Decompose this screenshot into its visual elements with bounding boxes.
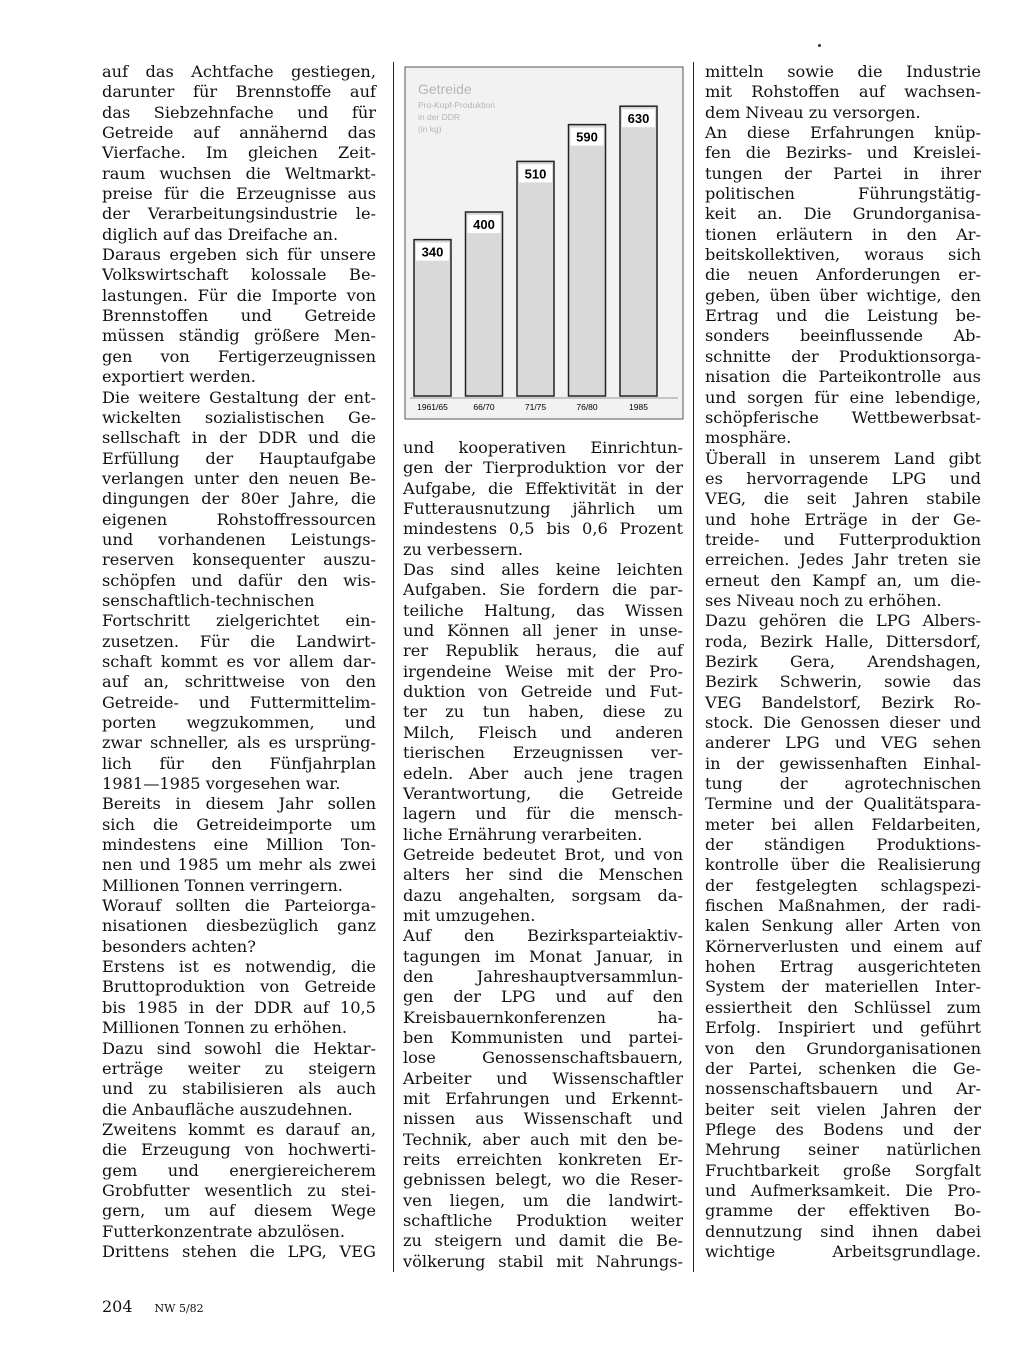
- text-line: Getreide bedeutet Brot, und von: [403, 844, 683, 864]
- text-line: beiter seit vielen Jahren der: [705, 1099, 981, 1119]
- text-line: politischen Führungstätig-: [705, 184, 981, 204]
- text-line: und zu stabilisieren als auch: [102, 1079, 376, 1099]
- text-line: porten wegzukommen, und: [102, 713, 376, 732]
- text-line: dennutzung sind ihnen dabei: [705, 1221, 981, 1241]
- text-line: roda, Bezirk Halle, Dittersdorf,: [705, 631, 981, 651]
- bar-value-label: 590: [576, 129, 598, 145]
- category-label: 76/80: [576, 402, 598, 412]
- text-line: der Verarbeitungsindustrie le-: [102, 204, 376, 224]
- bar-1961/65: [414, 240, 451, 396]
- text-line: ven liegen, um die landwirt-: [403, 1190, 683, 1210]
- text-line: lagern und für die mensch-: [403, 804, 683, 824]
- text-line: erträge weiter zu steigern: [102, 1058, 376, 1078]
- text-line: alters her sind die Menschen: [403, 865, 683, 885]
- text-line: reserven konsequenter auszu-: [102, 550, 376, 570]
- text-line: Getreide- und Futtermittelim-: [102, 692, 376, 712]
- text-line: liche Ernährung verarbeiten.: [403, 824, 643, 844]
- text-line: zu steigern und damit die Be-: [403, 1231, 683, 1251]
- text-line: der Partei, schenken die Ge-: [705, 1058, 981, 1078]
- text-line: schaftliche Produktion weiter: [403, 1211, 683, 1231]
- text-line: es hervorragende LPG und: [705, 468, 981, 488]
- text-line: Fruchtbarkeit große Sorgfalt: [705, 1160, 981, 1180]
- text-line: die Erzeugung von hochwerti-: [102, 1140, 376, 1160]
- text-line: An diese Erfahrungen knüp-: [705, 123, 981, 143]
- text-line: teiliche Haltung, das Wissen: [403, 600, 683, 620]
- text-line: dem Niveau zu versorgen.: [705, 102, 921, 122]
- text-line: auf das Achtfache gestiegen,: [102, 62, 376, 81]
- text-line: preise für die Erzeugnisse aus: [102, 184, 376, 204]
- text-line: schöpfen und dafür den wis-: [102, 570, 376, 590]
- text-line: lich für den Fünfjahrplan: [102, 753, 376, 773]
- text-line: Drittens stehen die LPG, VEG: [102, 1241, 376, 1261]
- text-line: darunter für Brennstoffe auf: [102, 82, 376, 102]
- text-column-2: [403, 438, 683, 1272]
- text-line: Getreide auf annähernd das: [102, 123, 376, 143]
- text-line: und kooperativen Einrichtun-: [403, 438, 683, 457]
- text-line: gen der LPG und auf den: [403, 987, 683, 1007]
- text-line: VEG Bandelstorf, Bezirk Ro-: [705, 692, 981, 712]
- text-line: zwar schneller, als es ursprüng-: [102, 733, 376, 753]
- text-line: nissen aus Wissenschaft und: [403, 1109, 683, 1129]
- text-line: und sorgen für eine lebendige,: [705, 387, 981, 407]
- text-line: verlangen unter den neuen Be-: [102, 468, 376, 488]
- text-line: diglich auf das Dreifache an.: [102, 224, 339, 244]
- text-line: das Siebzehnfache und für: [102, 102, 376, 122]
- text-line: Pflege des Bodens und der: [705, 1119, 981, 1139]
- text-line: mitteln sowie die Industrie: [705, 62, 981, 81]
- magazine-issue: NW 5/82: [154, 1302, 204, 1315]
- page-footer: [102, 1297, 204, 1316]
- bar-76/80: [569, 125, 606, 396]
- text-line: Mehrung seiner natürlichen: [705, 1140, 981, 1160]
- text-line: geben, üben über wichtige, den: [705, 285, 981, 305]
- text-line: und Können all jener in unse-: [403, 621, 683, 641]
- text-line: zusetzen. Für die Landwirt-: [102, 631, 376, 651]
- text-line: tung der agrotechnischen: [705, 774, 981, 794]
- text-line: Dazu gehören die LPG Albers-: [705, 611, 981, 631]
- column-divider-1: [393, 62, 394, 1272]
- text-line: gen der Tierproduktion vor der: [403, 458, 683, 478]
- text-line: Auf den Bezirksparteiaktiv-: [403, 926, 683, 946]
- text-line: anderer LPG und VEG sehen: [705, 733, 981, 753]
- text-line: Aufgabe, die Effektivität in der: [403, 478, 683, 498]
- text-line: gramme der effektiven Bo-: [705, 1201, 981, 1221]
- text-line: Aufgaben. Sie fordern die par-: [403, 580, 683, 600]
- text-line: Termine und der Qualitätspara-: [705, 794, 981, 814]
- column-divider-2: [693, 62, 694, 1272]
- bar-66/70: [466, 212, 503, 396]
- text-line: fischen Maßnahmen, der radi-: [705, 896, 981, 916]
- chart-title: Getreide: [418, 81, 472, 97]
- text-line: System der materiellen Inter-: [705, 977, 981, 997]
- chart-subtitle-2: in der DDR: [418, 112, 461, 122]
- text-line: nen und 1985 um mehr als zwei: [102, 855, 376, 875]
- text-line: nossenschaftsbauern und Ar-: [705, 1079, 981, 1099]
- text-line: Volkswirtschaft kolossale Be-: [102, 265, 376, 285]
- text-line: von den Grundorganisationen: [705, 1038, 981, 1058]
- text-line: gem und energiereicherem: [102, 1160, 376, 1180]
- grain-bar-chart: [404, 66, 684, 426]
- text-line: Dazu sind sowohl die Hektar-: [102, 1038, 376, 1058]
- text-line: völkerung stabil mit Nahrungs-: [403, 1251, 683, 1271]
- text-line: mindestens 0,5 bis 0,6 Prozent: [403, 519, 683, 539]
- text-line: bis 1985 in der DDR auf 10,5: [102, 997, 376, 1017]
- text-line: ben Kommunisten und partei-: [403, 1027, 683, 1047]
- text-line: Milch, Fleisch und anderen: [403, 722, 683, 742]
- text-line: Erfüllung der Hauptaufgabe: [102, 448, 376, 468]
- text-line: dazu angehalten, sorgsam da-: [403, 885, 683, 905]
- text-line: rer Republik heraus, die auf: [403, 641, 683, 661]
- text-line: hohen Ertrag ausgerichteten: [705, 957, 981, 977]
- text-line: lastungen. Für die Importe von: [102, 285, 376, 305]
- text-line: Die weitere Gestaltung der ent-: [102, 387, 376, 407]
- text-line: irgendeine Weise mit der Pro-: [403, 661, 683, 681]
- text-line: kalen Senkung aller Arten von: [705, 916, 981, 936]
- text-line: Verantwortung, die Getreide: [403, 783, 683, 803]
- text-line: raum wuchsen die Weltmarkt-: [102, 163, 376, 183]
- text-line: Bezirk Gera, Arendshagen,: [705, 651, 981, 671]
- text-line: die neuen Anforderungen er-: [705, 265, 981, 285]
- text-line: auf an, schrittweise von den: [102, 672, 376, 692]
- page-speck: [818, 44, 821, 47]
- text-line: müssen ständig größere Men-: [102, 326, 376, 346]
- text-line: Futterkonzentrate abzulösen.: [102, 1221, 345, 1241]
- text-line: ter zu tun haben, diese zu: [403, 702, 683, 722]
- text-line: erneut den Kampf an, um die-: [705, 570, 981, 590]
- text-column-1: [102, 62, 376, 1262]
- text-line: tungen der Partei in ihrer: [705, 163, 981, 183]
- text-line: treide- und Futterproduktion: [705, 529, 981, 549]
- text-line: nisationen diesbezüglich ganz: [102, 916, 376, 936]
- page-number: 204: [102, 1297, 133, 1316]
- text-line: wickelten sozialistischen Ge-: [102, 407, 376, 427]
- text-line: Zweitens kommt es darauf an,: [102, 1119, 376, 1139]
- text-line: 1981—1985 vorgesehen war.: [102, 774, 341, 794]
- text-line: Überall in unserem Land gibt: [705, 448, 981, 468]
- text-line: essiertheit den Schlüssel zum: [705, 997, 981, 1017]
- text-line: sonders beeinflussende Ab-: [705, 326, 981, 346]
- text-line: Das sind alles keine leichten: [403, 560, 683, 580]
- text-line: in der gewissenhaften Einhal-: [705, 753, 981, 773]
- text-line: den Jahreshauptversammlun-: [403, 966, 683, 986]
- text-line: lose Genossenschaftsbauern,: [403, 1048, 683, 1068]
- text-line: mit Erfahrungen und Erkennt-: [403, 1089, 683, 1108]
- text-line: gen von Fertigerzeugnissen: [102, 346, 376, 366]
- text-line: Kreisbauernkonferenzen ha-: [403, 1007, 683, 1027]
- text-line: der festgelegten schlagspezi-: [705, 875, 981, 895]
- text-line: Grobfutter wesentlich zu stei-: [102, 1180, 376, 1200]
- text-line: kontrolle über die Realisierung: [705, 855, 981, 875]
- bar-value-label: 510: [524, 166, 547, 182]
- text-line: Erfolg. Inspiriert und geführt: [705, 1018, 981, 1038]
- text-line: Millionen Tonnen zu erhöhen.: [102, 1018, 348, 1038]
- text-line: tionen erläutern in den Ar-: [705, 224, 981, 244]
- text-line: tierischen Erzeugnissen ver-: [403, 743, 683, 763]
- text-line: eigenen Rohstoffressourcen: [102, 509, 376, 529]
- text-line: Bezirk Schwerin, sowie das: [705, 672, 981, 692]
- bar-value-label: 630: [627, 111, 650, 127]
- text-line: Brennstoffen und Getreide: [102, 306, 376, 326]
- text-line: zu verbessern.: [403, 539, 524, 559]
- text-line: Fortschritt zielgerichtet ein-: [102, 611, 376, 631]
- text-line: der ständigen Produktions-: [705, 835, 981, 855]
- chart-subtitle-1: Pro-Kopf-Produktion: [418, 100, 496, 110]
- bar-1985: [620, 106, 657, 396]
- text-line: senschaftlich-technischen: [102, 590, 315, 610]
- text-line: Körnerverlusten und einem auf: [705, 936, 981, 956]
- text-line: Technik, aber auch mit den be-: [403, 1129, 683, 1149]
- text-line: Futterausnutzung jährlich um: [403, 499, 683, 519]
- bar-value-label: 340: [421, 244, 444, 260]
- text-line: nisation die Parteikontrolle aus: [705, 367, 981, 387]
- chart-subtitle-3: (in kg): [418, 124, 442, 134]
- text-line: mit umzugehen.: [403, 905, 536, 925]
- text-line: sich die Getreideimporte um: [102, 814, 376, 834]
- text-line: Erstens ist es notwendig, die: [102, 957, 376, 977]
- text-line: beitskollektiven, woraus sich: [705, 245, 981, 265]
- text-line: gern, um auf diesem Wege: [102, 1201, 376, 1221]
- category-label: 66/70: [473, 402, 495, 412]
- text-line: besonders achten?: [102, 936, 256, 956]
- text-line: exportiert werden.: [102, 367, 256, 387]
- text-line: und vorhandenen Leistungs-: [102, 529, 376, 549]
- text-line: Bereits in diesem Jahr sollen: [102, 794, 376, 814]
- text-line: duktion von Getreide und Fut-: [403, 682, 683, 702]
- text-line: mindestens eine Million Ton-: [102, 835, 376, 855]
- text-line: gebnissen belegt, wo die Reser-: [403, 1170, 683, 1190]
- text-line: Ertrag und die Leistung be-: [705, 306, 981, 326]
- text-line: mit Rohstoffen auf wachsen-: [705, 82, 981, 102]
- text-line: fen die Bezirks- und Kreislei-: [705, 143, 981, 163]
- text-line: wichtige Arbeitsgrundlage.: [705, 1241, 981, 1261]
- text-line: sellschaft in der DDR und die: [102, 428, 376, 448]
- text-column-3: [705, 62, 981, 1262]
- text-line: VEG, die seit Jahren stabile: [705, 489, 981, 509]
- text-line: meter bei allen Feldarbeiten,: [705, 814, 981, 834]
- text-line: Vierfache. Im gleichen Zeit-: [102, 143, 376, 163]
- text-line: keit an. Die Grundorganisa-: [705, 204, 981, 224]
- text-line: Daraus ergeben sich für unsere: [102, 245, 376, 265]
- text-line: edeln. Aber auch jene tragen: [403, 763, 683, 783]
- text-line: Arbeiter und Wissenschaftler: [403, 1068, 683, 1088]
- bar-value-label: 400: [473, 217, 495, 232]
- text-line: und hohe Erträge in der Ge-: [705, 509, 981, 529]
- category-label: 1985: [629, 402, 648, 412]
- text-line: die Anbaufläche auszudehnen.: [102, 1099, 353, 1119]
- category-label: 71/75: [524, 402, 547, 412]
- text-line: Worauf sollten die Parteiorga-: [102, 896, 376, 916]
- text-line: schnitte der Produktionsorga-: [705, 346, 981, 366]
- category-label: 1961/65: [417, 402, 448, 412]
- text-line: stock. Die Genossen dieser und: [705, 713, 981, 732]
- text-line: reits erreichten konkreten Er-: [403, 1150, 683, 1170]
- bar-71/75: [517, 161, 554, 396]
- text-line: Millionen Tonnen verringern.: [102, 875, 343, 895]
- text-line: mosphäre.: [705, 428, 792, 448]
- text-line: ses Niveau noch zu erhöhen.: [705, 590, 942, 610]
- text-line: dingungen der 80er Jahre, die: [102, 489, 376, 509]
- text-line: schöpferische Wettbewerbsat-: [705, 407, 981, 427]
- text-line: und Aufmerksamkeit. Die Pro-: [705, 1180, 981, 1200]
- text-line: tagungen im Monat Januar, in: [403, 946, 683, 966]
- text-line: erreichen. Jedes Jahr treten sie: [705, 550, 981, 570]
- text-line: Bruttoproduktion von Getreide: [102, 977, 376, 997]
- text-line: schaft kommt es vor allem dar-: [102, 651, 376, 671]
